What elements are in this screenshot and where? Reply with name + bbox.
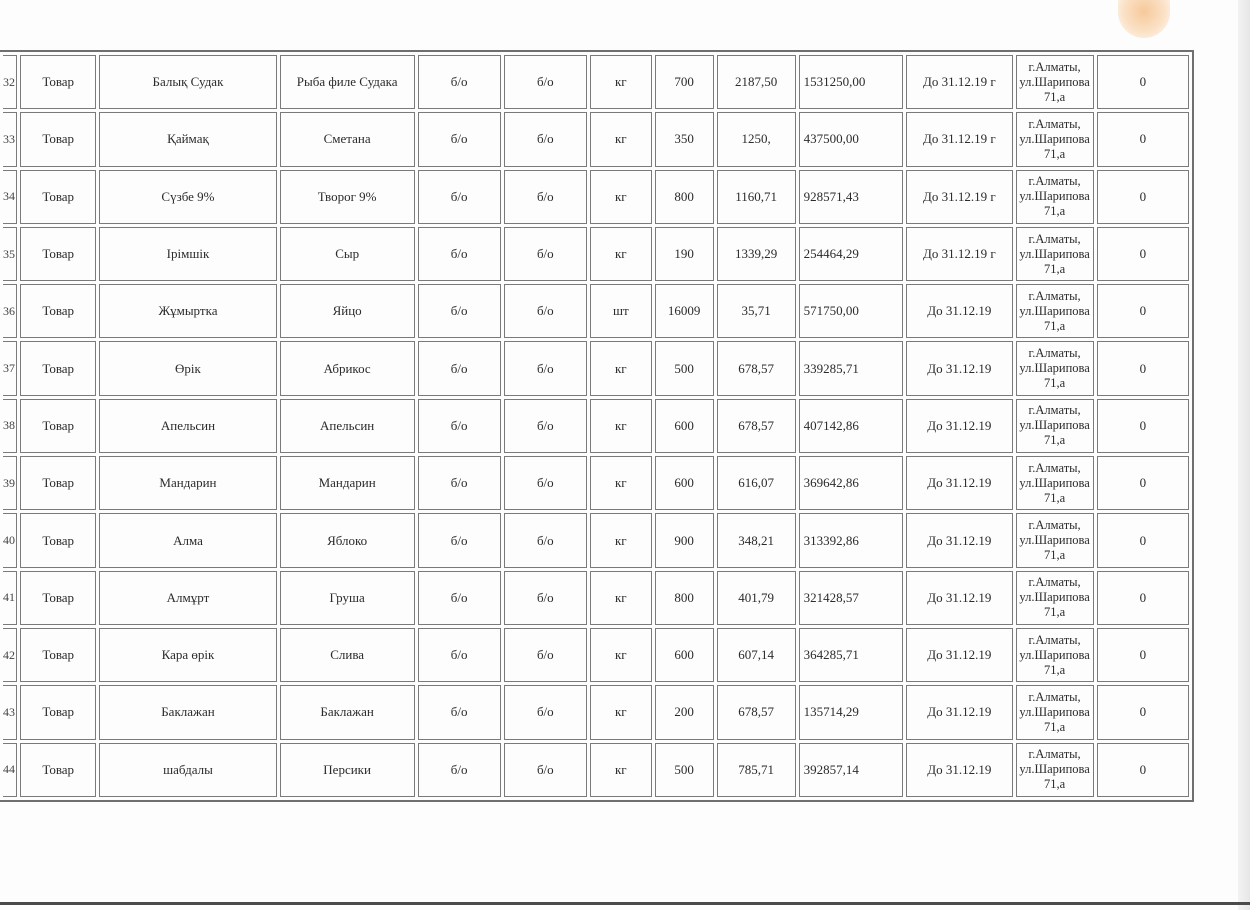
spec-cell-2: б/о	[504, 112, 587, 166]
unit-cell: кг	[590, 399, 652, 453]
address-cell: г.Алматы, ул.Шарипова 71,а	[1016, 112, 1094, 166]
quantity-cell: 600	[655, 628, 714, 682]
row-number: 40	[3, 513, 17, 567]
row-number: 35	[3, 227, 17, 281]
extra-cell: 0	[1097, 284, 1189, 338]
row-number: 34	[3, 170, 17, 224]
sum-cell: 392857,14	[799, 743, 903, 797]
spec-cell-1: б/о	[418, 284, 501, 338]
table-row	[3, 571, 1189, 625]
price-cell: 678,57	[717, 399, 796, 453]
table-row	[3, 112, 1189, 166]
name-ru-cell: Мандарин	[280, 456, 415, 510]
unit-cell: кг	[590, 685, 652, 739]
table-row	[3, 284, 1189, 338]
name-kz-cell: Мандарин	[99, 456, 276, 510]
name-kz-cell: Ірімшік	[99, 227, 276, 281]
unit-cell: кг	[590, 227, 652, 281]
name-kz-cell: Жұмыртка	[99, 284, 276, 338]
unit-cell: кг	[590, 55, 652, 109]
term-cell: До 31.12.19	[906, 743, 1012, 797]
sum-cell: 437500,00	[799, 112, 903, 166]
item-type-cell: Товар	[20, 743, 96, 797]
spec-cell-1: б/о	[418, 112, 501, 166]
sum-cell: 321428,57	[799, 571, 903, 625]
item-type-cell: Товар	[20, 284, 96, 338]
spec-cell-2: б/о	[504, 55, 587, 109]
table-row	[3, 456, 1189, 510]
unit-cell: кг	[590, 743, 652, 797]
unit-cell: кг	[590, 513, 652, 567]
extra-cell: 0	[1097, 399, 1189, 453]
spec-cell-1: б/о	[418, 456, 501, 510]
name-ru-cell: Абрикос	[280, 341, 415, 395]
table-row	[3, 628, 1189, 682]
term-cell: До 31.12.19 г	[906, 112, 1012, 166]
name-ru-cell: Апельсин	[280, 399, 415, 453]
item-type-cell: Товар	[20, 399, 96, 453]
table-row	[3, 685, 1189, 739]
extra-cell: 0	[1097, 55, 1189, 109]
spec-cell-1: б/о	[418, 685, 501, 739]
sum-cell: 135714,29	[799, 685, 903, 739]
table-row	[3, 227, 1189, 281]
address-cell: г.Алматы, ул.Шарипова 71,а	[1016, 513, 1094, 567]
spec-cell-2: б/о	[504, 341, 587, 395]
table-row	[3, 341, 1189, 395]
price-cell: 607,14	[717, 628, 796, 682]
address-cell: г.Алматы, ул.Шарипова 71,а	[1016, 170, 1094, 224]
name-ru-cell: Слива	[280, 628, 415, 682]
spec-cell-2: б/о	[504, 284, 587, 338]
quantity-cell: 600	[655, 456, 714, 510]
unit-cell: шт	[590, 284, 652, 338]
spec-cell-1: б/о	[418, 571, 501, 625]
unit-cell: кг	[590, 170, 652, 224]
price-cell: 785,71	[717, 743, 796, 797]
item-type-cell: Товар	[20, 628, 96, 682]
address-cell: г.Алматы, ул.Шарипова 71,а	[1016, 341, 1094, 395]
term-cell: До 31.12.19	[906, 571, 1012, 625]
quantity-cell: 16009	[655, 284, 714, 338]
extra-cell: 0	[1097, 227, 1189, 281]
row-number: 33	[3, 112, 17, 166]
item-type-cell: Товар	[20, 513, 96, 567]
extra-cell: 0	[1097, 628, 1189, 682]
row-number: 38	[3, 399, 17, 453]
item-type-cell: Товар	[20, 112, 96, 166]
name-kz-cell: Кара өрік	[99, 628, 276, 682]
extra-cell: 0	[1097, 685, 1189, 739]
name-ru-cell: Баклажан	[280, 685, 415, 739]
quantity-cell: 800	[655, 571, 714, 625]
unit-cell: кг	[590, 456, 652, 510]
name-ru-cell: Сыр	[280, 227, 415, 281]
sum-cell: 407142,86	[799, 399, 903, 453]
sum-cell: 254464,29	[799, 227, 903, 281]
goods-table	[0, 52, 1192, 800]
address-cell: г.Алматы, ул.Шарипова 71,а	[1016, 399, 1094, 453]
table-body	[3, 55, 1189, 797]
table-row	[3, 170, 1189, 224]
name-ru-cell: Яблоко	[280, 513, 415, 567]
extra-cell: 0	[1097, 112, 1189, 166]
spec-cell-2: б/о	[504, 685, 587, 739]
term-cell: До 31.12.19 г	[906, 170, 1012, 224]
table-row	[3, 513, 1189, 567]
price-cell: 1250,	[717, 112, 796, 166]
address-cell: г.Алматы, ул.Шарипова 71,а	[1016, 456, 1094, 510]
term-cell: До 31.12.19	[906, 456, 1012, 510]
row-number: 42	[3, 628, 17, 682]
term-cell: До 31.12.19	[906, 685, 1012, 739]
bottom-rule	[0, 902, 1250, 905]
quantity-cell: 700	[655, 55, 714, 109]
spec-cell-2: б/о	[504, 513, 587, 567]
name-ru-cell: Сметана	[280, 112, 415, 166]
term-cell: До 31.12.19	[906, 628, 1012, 682]
item-type-cell: Товар	[20, 571, 96, 625]
quantity-cell: 500	[655, 743, 714, 797]
spec-cell-2: б/о	[504, 456, 587, 510]
price-cell: 2187,50	[717, 55, 796, 109]
extra-cell: 0	[1097, 743, 1189, 797]
unit-cell: кг	[590, 341, 652, 395]
price-cell: 1339,29	[717, 227, 796, 281]
quantity-cell: 600	[655, 399, 714, 453]
sum-cell: 928571,43	[799, 170, 903, 224]
address-cell: г.Алматы, ул.Шарипова 71,а	[1016, 571, 1094, 625]
unit-cell: кг	[590, 628, 652, 682]
extra-cell: 0	[1097, 341, 1189, 395]
term-cell: До 31.12.19 г	[906, 55, 1012, 109]
page-edge-shadow	[1238, 0, 1250, 910]
table-row	[3, 743, 1189, 797]
row-number: 32	[3, 55, 17, 109]
spec-cell-2: б/о	[504, 399, 587, 453]
extra-cell: 0	[1097, 456, 1189, 510]
address-cell: г.Алматы, ул.Шарипова 71,а	[1016, 685, 1094, 739]
sum-cell: 571750,00	[799, 284, 903, 338]
row-number: 39	[3, 456, 17, 510]
spec-cell-1: б/о	[418, 170, 501, 224]
spec-cell-1: б/о	[418, 55, 501, 109]
quantity-cell: 800	[655, 170, 714, 224]
item-type-cell: Товар	[20, 341, 96, 395]
table-row	[3, 55, 1189, 109]
name-kz-cell: Баклажан	[99, 685, 276, 739]
address-cell: г.Алматы, ул.Шарипова 71,а	[1016, 743, 1094, 797]
name-ru-cell: Рыба филе Судака	[280, 55, 415, 109]
spec-cell-1: б/о	[418, 628, 501, 682]
spec-cell-1: б/о	[418, 399, 501, 453]
price-cell: 1160,71	[717, 170, 796, 224]
spec-cell-1: б/о	[418, 227, 501, 281]
name-kz-cell: шабдалы	[99, 743, 276, 797]
name-kz-cell: Өрік	[99, 341, 276, 395]
spec-cell-2: б/о	[504, 227, 587, 281]
quantity-cell: 190	[655, 227, 714, 281]
name-ru-cell: Яйцо	[280, 284, 415, 338]
address-cell: г.Алматы, ул.Шарипова 71,а	[1016, 55, 1094, 109]
goods-table-frame	[0, 50, 1194, 802]
item-type-cell: Товар	[20, 55, 96, 109]
term-cell: До 31.12.19 г	[906, 227, 1012, 281]
price-cell: 616,07	[717, 456, 796, 510]
quantity-cell: 500	[655, 341, 714, 395]
spec-cell-1: б/о	[418, 513, 501, 567]
paper-smudge	[1118, 0, 1170, 38]
item-type-cell: Товар	[20, 170, 96, 224]
unit-cell: кг	[590, 112, 652, 166]
extra-cell: 0	[1097, 571, 1189, 625]
price-cell: 678,57	[717, 685, 796, 739]
name-kz-cell: Сүзбе 9%	[99, 170, 276, 224]
spec-cell-1: б/о	[418, 341, 501, 395]
quantity-cell: 200	[655, 685, 714, 739]
term-cell: До 31.12.19	[906, 341, 1012, 395]
term-cell: До 31.12.19	[906, 284, 1012, 338]
row-number: 43	[3, 685, 17, 739]
item-type-cell: Товар	[20, 456, 96, 510]
row-number: 37	[3, 341, 17, 395]
price-cell: 348,21	[717, 513, 796, 567]
price-cell: 678,57	[717, 341, 796, 395]
name-ru-cell: Творог 9%	[280, 170, 415, 224]
term-cell: До 31.12.19	[906, 399, 1012, 453]
extra-cell: 0	[1097, 513, 1189, 567]
quantity-cell: 350	[655, 112, 714, 166]
price-cell: 401,79	[717, 571, 796, 625]
row-number: 44	[3, 743, 17, 797]
name-kz-cell: Қаймақ	[99, 112, 276, 166]
spec-cell-2: б/о	[504, 628, 587, 682]
address-cell: г.Алматы, ул.Шарипова 71,а	[1016, 628, 1094, 682]
row-number: 41	[3, 571, 17, 625]
name-kz-cell: Апельсин	[99, 399, 276, 453]
address-cell: г.Алматы, ул.Шарипова 71,а	[1016, 284, 1094, 338]
sum-cell: 339285,71	[799, 341, 903, 395]
item-type-cell: Товар	[20, 685, 96, 739]
name-ru-cell: Груша	[280, 571, 415, 625]
spec-cell-2: б/о	[504, 170, 587, 224]
name-kz-cell: Балық Судак	[99, 55, 276, 109]
name-ru-cell: Персики	[280, 743, 415, 797]
quantity-cell: 900	[655, 513, 714, 567]
sum-cell: 1531250,00	[799, 55, 903, 109]
item-type-cell: Товар	[20, 227, 96, 281]
sum-cell: 364285,71	[799, 628, 903, 682]
spec-cell-1: б/о	[418, 743, 501, 797]
table-row	[3, 399, 1189, 453]
extra-cell: 0	[1097, 170, 1189, 224]
name-kz-cell: Алма	[99, 513, 276, 567]
spec-cell-2: б/о	[504, 743, 587, 797]
sum-cell: 369642,86	[799, 456, 903, 510]
name-kz-cell: Алмұрт	[99, 571, 276, 625]
address-cell: г.Алматы, ул.Шарипова 71,а	[1016, 227, 1094, 281]
price-cell: 35,71	[717, 284, 796, 338]
row-number: 36	[3, 284, 17, 338]
spec-cell-2: б/о	[504, 571, 587, 625]
unit-cell: кг	[590, 571, 652, 625]
sum-cell: 313392,86	[799, 513, 903, 567]
term-cell: До 31.12.19	[906, 513, 1012, 567]
